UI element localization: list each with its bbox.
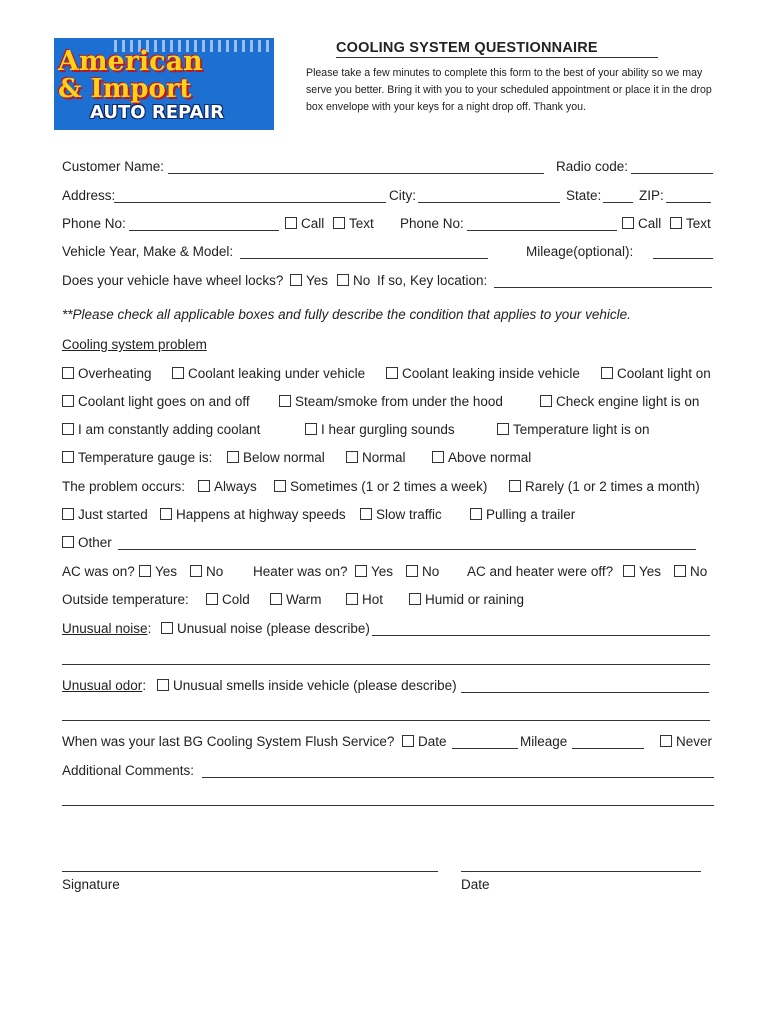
overheating-label: Overheating [78, 366, 152, 381]
phone2-label: Phone No: [400, 216, 464, 231]
noise-description-field-2[interactable] [62, 664, 710, 665]
leak-under-checkbox[interactable] [172, 367, 184, 379]
instruction-note: **Please check all applicable boxes and fully describe the condition that applies to your vehicle. [62, 307, 631, 322]
zip-field[interactable] [666, 202, 711, 203]
odor-description-field-2[interactable] [62, 720, 710, 721]
coolant-light-on-label: Coolant light on [617, 366, 711, 381]
phone2-text-checkbox[interactable] [670, 217, 682, 229]
cold-label: Cold [222, 592, 250, 607]
unusual-noise-option: Unusual noise (please describe) [177, 621, 370, 636]
warm-label: Warm [286, 592, 322, 607]
state-field[interactable] [603, 202, 633, 203]
outside-temp-label: Outside temperature: [62, 592, 189, 607]
no-label: No [690, 564, 708, 579]
radio-code-field[interactable] [631, 173, 713, 174]
never-label: Never [676, 734, 713, 749]
unusual-odor-option: Unusual smells inside vehicle (please describe) [173, 678, 457, 693]
comments-label: Additional Comments: [62, 763, 195, 778]
unusual-odor-heading: Unusual odor [62, 678, 143, 693]
humid-checkbox[interactable] [409, 593, 421, 605]
date-field[interactable] [461, 871, 701, 872]
call-label: Call [301, 216, 325, 231]
leak-under-label: Coolant leaking under vehicle [188, 366, 366, 381]
highway-checkbox[interactable] [160, 508, 172, 520]
zip-label: ZIP: [639, 188, 664, 203]
wheel-locks-no-checkbox[interactable] [337, 274, 349, 286]
both-off-label: AC and heater were off? [467, 564, 614, 579]
temp-gauge-checkbox[interactable] [62, 451, 74, 463]
slow-traffic-label: Slow traffic [376, 507, 442, 522]
wheel-locks-yes-checkbox[interactable] [290, 274, 302, 286]
key-location-label: If so, Key location: [377, 273, 488, 288]
coolant-light-on-off-label: Coolant light goes on and off [78, 394, 250, 409]
phone1-label: Phone No: [62, 216, 126, 231]
below-normal-checkbox[interactable] [227, 451, 239, 463]
above-normal-label: Above normal [448, 450, 532, 465]
just-started-checkbox[interactable] [62, 508, 74, 520]
vehicle-label: Vehicle Year, Make & Model: [62, 244, 234, 259]
coolant-light-on-off-checkbox[interactable] [62, 395, 74, 407]
city-field[interactable] [418, 202, 560, 203]
service-date-checkbox[interactable] [402, 735, 414, 747]
trailer-label: Pulling a trailer [486, 507, 576, 522]
temp-gauge-label: Temperature gauge is: [78, 450, 213, 465]
city-label: City: [389, 188, 416, 203]
highway-label: Happens at highway speeds [176, 507, 346, 522]
yes-label: Yes [306, 273, 329, 288]
sometimes-checkbox[interactable] [274, 480, 286, 492]
hot-checkbox[interactable] [346, 593, 358, 605]
adding-coolant-checkbox[interactable] [62, 423, 74, 435]
hot-label: Hot [362, 592, 384, 607]
form-title: COOLING SYSTEM QUESTIONNAIRE [336, 40, 598, 56]
service-question: When was your last BG Cooling System Flush Service? [62, 734, 395, 749]
yes-label: Yes [639, 564, 662, 579]
normal-label: Normal [362, 450, 406, 465]
always-label: Always [214, 479, 257, 494]
ac-on-label: AC was on? [62, 564, 135, 579]
vehicle-field[interactable] [240, 258, 488, 259]
logo-line-2: & Import [58, 74, 192, 104]
noise-description-field[interactable] [372, 635, 710, 636]
trailer-checkbox[interactable] [470, 508, 482, 520]
temp-light-checkbox[interactable] [497, 423, 509, 435]
no-label: No [422, 564, 440, 579]
leak-inside-label: Coolant leaking inside vehicle [402, 366, 580, 381]
normal-checkbox[interactable] [346, 451, 358, 463]
unusual-noise-heading: Unusual noise [62, 621, 148, 636]
address-label: Address: [62, 188, 116, 203]
state-label: State: [566, 188, 602, 203]
call-label: Call [638, 216, 662, 231]
rarely-checkbox[interactable] [509, 480, 521, 492]
heater-on-label: Heater was on? [253, 564, 348, 579]
comments-field-2[interactable] [62, 805, 714, 806]
service-mileage-field[interactable] [572, 748, 644, 749]
customer-name-field[interactable] [168, 173, 544, 174]
check-engine-checkbox[interactable] [540, 395, 552, 407]
key-location-field[interactable] [494, 287, 712, 288]
intro-text: Please take a few minutes to complete this form to the best of your ability so we may serve you better. Bring it with you to your scheduled appointment or place it in the drop box envelope with your keys for a night drop off. Thank you. [306, 67, 712, 113]
address-field[interactable] [114, 202, 386, 203]
phone2-field[interactable] [467, 230, 617, 231]
no-label: No [206, 564, 224, 579]
sometimes-label: Sometimes (1 or 2 times a week) [290, 479, 488, 494]
date-label: Date [461, 877, 490, 892]
ac-no-checkbox[interactable] [190, 565, 202, 577]
slow-traffic-checkbox[interactable] [360, 508, 372, 520]
steam-label: Steam/smoke from under the hood [295, 394, 503, 409]
phone1-call-checkbox[interactable] [285, 217, 297, 229]
signature-label: Signature [62, 877, 120, 892]
both-off-no-checkbox[interactable] [674, 565, 686, 577]
unusual-odor-checkbox[interactable] [157, 679, 169, 691]
phone2-call-checkbox[interactable] [622, 217, 634, 229]
wheel-locks-label: Does your vehicle have wheel locks? [62, 273, 284, 288]
above-normal-checkbox[interactable] [432, 451, 444, 463]
odor-description-field[interactable] [461, 692, 709, 693]
radio-code-label: Radio code: [556, 159, 629, 174]
leak-inside-checkbox[interactable] [386, 367, 398, 379]
adding-coolant-label: I am constantly adding coolant [78, 422, 261, 437]
yes-label: Yes [371, 564, 394, 579]
warm-checkbox[interactable] [270, 593, 282, 605]
text-label: Text [349, 216, 374, 231]
company-logo [54, 38, 274, 130]
overheating-checkbox[interactable] [62, 367, 74, 379]
section-title: Cooling system problem [62, 337, 207, 352]
gurgling-label: I hear gurgling sounds [321, 422, 455, 437]
service-mileage-label: Mileage [520, 734, 568, 749]
heater-yes-checkbox[interactable] [355, 565, 367, 577]
never-checkbox[interactable] [660, 735, 672, 747]
mileage-field[interactable] [653, 258, 713, 259]
rarely-label: Rarely (1 or 2 times a month) [525, 479, 700, 494]
coolant-light-on-checkbox[interactable] [601, 367, 613, 379]
service-date-label: Date [418, 734, 447, 749]
just-started-label: Just started [78, 507, 148, 522]
title-underline [336, 57, 658, 58]
mileage-label: Mileage(optional): [526, 244, 634, 259]
phone1-text-checkbox[interactable] [333, 217, 345, 229]
check-engine-label: Check engine light is on [556, 394, 700, 409]
signature-field[interactable] [62, 871, 438, 872]
logo-line-3: AUTO REPAIR [90, 102, 225, 123]
unusual-noise-checkbox[interactable] [161, 622, 173, 634]
below-normal-label: Below normal [243, 450, 325, 465]
other-label: Other [78, 535, 112, 550]
heater-no-checkbox[interactable] [406, 565, 418, 577]
humid-label: Humid or raining [425, 592, 525, 607]
yes-label: Yes [155, 564, 178, 579]
text-label: Text [686, 216, 711, 231]
logo-line-1: American [58, 46, 203, 77]
no-label: No [353, 273, 371, 288]
other-field[interactable] [118, 549, 696, 550]
steam-checkbox[interactable] [279, 395, 291, 407]
ac-yes-checkbox[interactable] [139, 565, 151, 577]
temp-light-label: Temperature light is on [513, 422, 650, 437]
both-off-yes-checkbox[interactable] [623, 565, 635, 577]
other-checkbox[interactable] [62, 536, 74, 548]
comments-field[interactable] [202, 777, 714, 778]
customer-name-label: Customer Name: [62, 159, 165, 174]
always-checkbox[interactable] [198, 480, 210, 492]
occurs-label: The problem occurs: [62, 479, 186, 494]
phone1-field[interactable] [129, 230, 279, 231]
service-date-field[interactable] [452, 748, 518, 749]
cold-checkbox[interactable] [206, 593, 218, 605]
gurgling-checkbox[interactable] [305, 423, 317, 435]
